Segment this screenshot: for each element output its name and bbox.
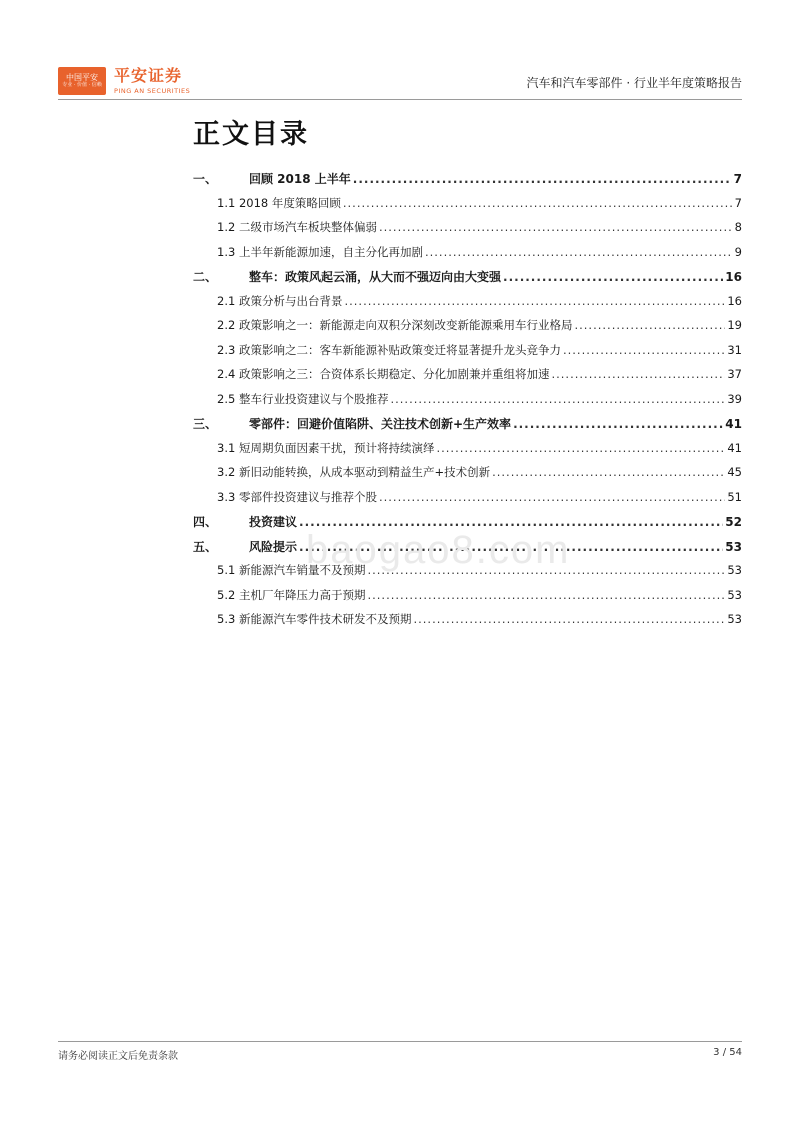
toc-entry-title: 1.1 2018 年度策略回顾: [217, 195, 341, 210]
toc-dot-leader: [353, 172, 732, 186]
toc-entry-title: 2.3 政策影响之二：客车新能源补贴政策变迁将显著提升龙头竞争力: [217, 342, 561, 357]
toc-dot-leader: [425, 245, 733, 259]
toc-page-number: 16: [727, 293, 742, 308]
toc-dot-leader: [503, 270, 723, 284]
toc-page-number: 7: [734, 195, 742, 210]
toc-dot-leader: [551, 367, 725, 381]
toc-page-number: 53: [727, 563, 742, 577]
toc-chapter-number: 二、: [193, 270, 218, 284]
toc-page-number: 39: [727, 391, 742, 406]
toc-page-number: 9: [734, 244, 742, 259]
toc-chapter-number: 三、: [193, 417, 218, 431]
toc-dot-leader: [436, 441, 725, 455]
toc-section-entry[interactable]: [193, 440, 742, 465]
toc-section-entry[interactable]: [193, 219, 742, 244]
toc-dot-leader: [390, 392, 725, 406]
toc-entry-title: 3.3 零部件投资建议与推荐个股: [217, 489, 377, 504]
toc-page-number: 52: [725, 515, 742, 529]
logo-badge-subtext: 专业 · 价值 · 信赖: [62, 81, 102, 88]
toc-page-number: 41: [725, 417, 742, 431]
toc-dot-leader: [513, 417, 723, 431]
toc-page-number: 53: [725, 539, 742, 554]
watermark: baogao8.com: [306, 528, 571, 572]
toc-page-number: 41: [727, 440, 742, 455]
toc-entry-title: 2.5 整车行业投资建议与个股推荐: [217, 391, 389, 406]
page-title: 正文目录: [193, 119, 309, 150]
toc-entry-title: 2.2 政策影响之一：新能源走向双积分深刻改变新能源乘用车行业格局: [217, 318, 573, 332]
toc-dot-leader: [299, 515, 723, 529]
footer-page-number: 3 / 54: [713, 1047, 742, 1058]
toc-entry-title: 零部件：回避价值陷阱、关注技术创新+生产效率: [249, 417, 512, 431]
toc-section-entry[interactable]: [193, 244, 742, 269]
header-divider: [58, 99, 742, 100]
toc-chapter-number: 四、: [193, 515, 218, 529]
toc-entry-title: 5.1 新能源汽车销量不及预期: [217, 563, 366, 577]
toc-section-entry[interactable]: [193, 342, 742, 367]
toc-page-number: 19: [727, 318, 742, 332]
logo-badge: [58, 67, 106, 95]
toc-section-entry[interactable]: [193, 366, 742, 391]
footer-disclaimer: 请务必阅读正文后免责条款: [58, 1051, 178, 1062]
toc-entry-title: 1.2 二级市场汽车板块整体偏弱: [217, 220, 377, 234]
toc-dot-leader: [563, 343, 725, 357]
pingan-logo: [58, 66, 190, 96]
toc-section-entry[interactable]: [193, 611, 742, 636]
toc-dot-leader: [379, 490, 725, 504]
page-header: [0, 0, 800, 100]
toc-dot-leader: [492, 465, 725, 479]
toc-section-entry[interactable]: [193, 317, 742, 342]
toc-section-entry[interactable]: [193, 391, 742, 416]
toc-page-number: 37: [727, 367, 742, 381]
toc-entry-title: 3.2 新旧动能转换，从成本驱动到精益生产+技术创新: [217, 465, 491, 479]
toc-entry-title: 投资建议: [249, 515, 298, 529]
toc-page-number: 7: [733, 172, 742, 186]
toc-section-entry[interactable]: [193, 587, 742, 612]
logo-name-cn: 平安证券: [114, 65, 183, 85]
toc-chapter-entry[interactable]: [193, 415, 742, 440]
toc-dot-leader: [367, 588, 725, 602]
footer-divider: [58, 1041, 742, 1042]
toc-dot-leader: [343, 196, 733, 210]
toc-section-entry[interactable]: [193, 464, 742, 489]
toc-chapter-number: 一、: [193, 172, 218, 186]
toc-entry-title: 5.2 主机厂年降压力高于预期: [217, 587, 366, 602]
toc-section-entry[interactable]: [193, 195, 742, 220]
toc-page-number: 31: [727, 342, 742, 357]
toc-page-number: 8: [734, 220, 742, 234]
toc-entry-title: 2.4 政策影响之三：合资体系长期稳定、分化加剧兼并重组将加速: [217, 367, 550, 381]
toc-dot-leader: [574, 318, 725, 332]
logo-badge-text: 中国平安: [66, 72, 98, 82]
toc-entry-title: 1.3 上半年新能源加速，自主分化再加剧: [217, 244, 423, 259]
toc-page-number: 53: [727, 612, 742, 626]
toc-entry-title: 回顾 2018 上半年: [249, 172, 351, 186]
toc-section-entry[interactable]: [193, 293, 742, 318]
logo-name-en: PING AN SECURITIES: [114, 86, 191, 95]
toc-section-entry[interactable]: [193, 489, 742, 514]
toc-chapter-entry[interactable]: [193, 268, 742, 293]
toc-entry-title: 5.3 新能源汽车零件技术研发不及预期: [217, 612, 412, 626]
toc-page-number: 51: [727, 489, 742, 504]
toc-chapter-number: 五、: [193, 539, 218, 554]
toc-dot-leader: [379, 220, 733, 234]
toc-chapter-entry[interactable]: [193, 170, 742, 195]
toc-page-number: 53: [727, 587, 742, 602]
toc-dot-leader: [413, 612, 725, 626]
toc-entry-title: 3.1 短周期负面因素干扰，预计将持续演绎: [217, 440, 435, 455]
toc-page-number: 16: [725, 270, 742, 284]
toc-entry-title: 整车：政策风起云涌，从大而不强迈向由大变强: [249, 270, 502, 284]
toc-page-number: 45: [727, 465, 742, 479]
report-header-title: 汽车和汽车零部件 · 行业半年度策略报告: [526, 76, 742, 90]
toc-entry-title: 2.1 政策分析与出台背景: [217, 293, 343, 308]
toc-dot-leader: [344, 294, 725, 308]
toc-entry-title: 风险提示: [249, 539, 298, 554]
